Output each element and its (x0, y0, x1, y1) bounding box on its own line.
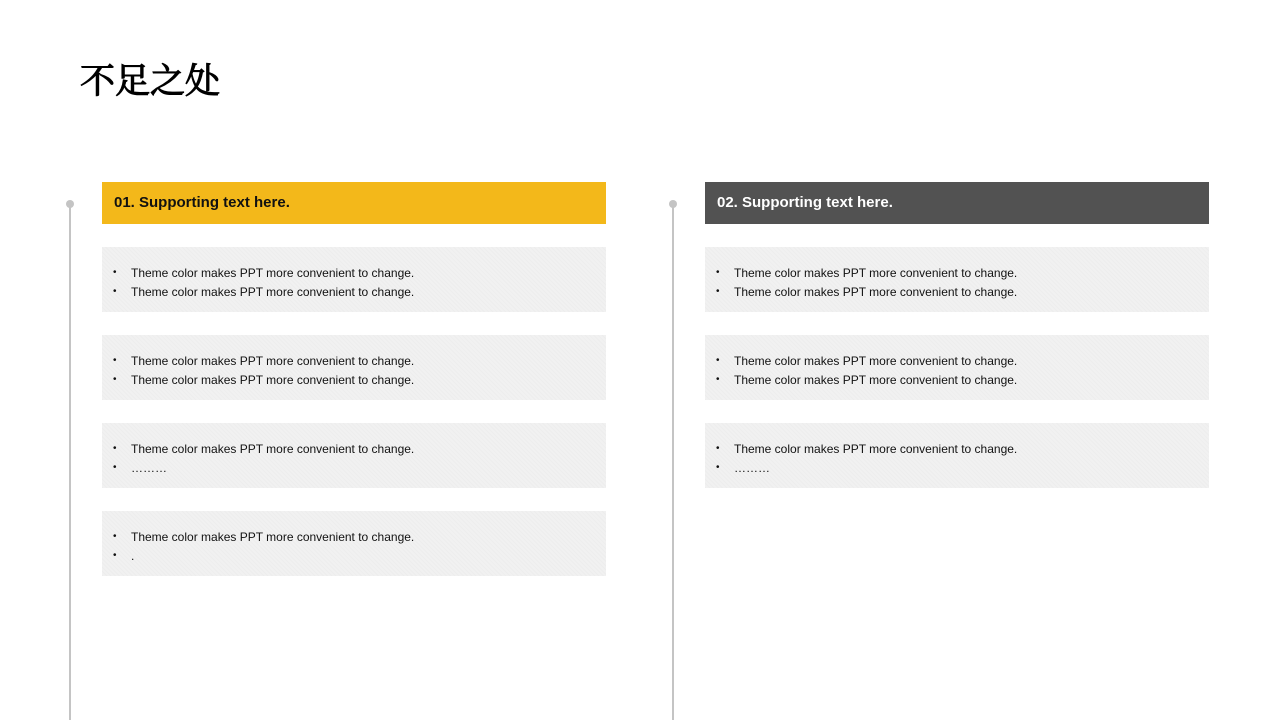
bullet-text: Theme color makes PPT more convenient to change. (734, 284, 1018, 299)
list-item (705, 263, 1209, 282)
column-1-card-4 (102, 511, 606, 576)
bullet-icon: • (113, 550, 117, 561)
column-1 (102, 182, 606, 576)
column-1-header: 01. Supporting text here. (102, 182, 606, 224)
bullet-text: Theme color makes PPT more convenient to change. (131, 284, 415, 299)
bullet-text: Theme color makes PPT more convenient to change. (131, 529, 415, 544)
bullet-icon: • (113, 374, 117, 385)
bullet-text: ……… (131, 460, 167, 475)
bullet-icon: • (716, 355, 720, 366)
column-1-card-1 (102, 247, 606, 312)
bullet-text: Theme color makes PPT more convenient to change. (131, 353, 415, 368)
bullet-text: Theme color makes PPT more convenient to change. (131, 441, 415, 456)
list-item (102, 439, 606, 458)
list-item (102, 458, 606, 477)
bullet-text: Theme color makes PPT more convenient to change. (734, 353, 1018, 368)
column-2-card-2 (705, 335, 1209, 400)
list-item (705, 439, 1209, 458)
bullet-text: ……… (734, 460, 770, 475)
bullet-icon: • (716, 443, 720, 454)
bullet-text: Theme color makes PPT more convenient to change. (734, 265, 1018, 280)
list-item (102, 546, 606, 565)
bullet-icon: • (716, 374, 720, 385)
page-title: 不足之处 (80, 62, 221, 102)
list-item (102, 263, 606, 282)
column-2-card-3 (705, 423, 1209, 488)
list-item (102, 351, 606, 370)
bullet-text: Theme color makes PPT more convenient to change. (734, 372, 1018, 387)
column-2-card-1 (705, 247, 1209, 312)
bullet-text: Theme color makes PPT more convenient to change. (131, 265, 415, 280)
bullet-icon: • (113, 267, 117, 278)
bullet-text: . (131, 548, 135, 563)
list-item (705, 458, 1209, 477)
bullet-icon: • (113, 462, 117, 473)
list-item (705, 351, 1209, 370)
bullet-text: Theme color makes PPT more convenient to change. (734, 441, 1018, 456)
list-item (102, 282, 606, 301)
list-item (102, 370, 606, 389)
list-item (705, 370, 1209, 389)
bullet-text: Theme color makes PPT more convenient to change. (131, 372, 415, 387)
column-1-card-3 (102, 423, 606, 488)
bullet-icon: • (716, 286, 720, 297)
bullet-icon: • (716, 267, 720, 278)
bullet-icon: • (113, 286, 117, 297)
bullet-icon: • (113, 443, 117, 454)
bullet-icon: • (716, 462, 720, 473)
timeline-line-right (672, 205, 674, 720)
timeline-line-left (69, 205, 71, 720)
list-item (102, 527, 606, 546)
column-2 (705, 182, 1209, 488)
bullet-icon: • (113, 531, 117, 542)
list-item (705, 282, 1209, 301)
column-1-card-2 (102, 335, 606, 400)
bullet-icon: • (113, 355, 117, 366)
column-2-header: 02. Supporting text here. (705, 182, 1209, 224)
